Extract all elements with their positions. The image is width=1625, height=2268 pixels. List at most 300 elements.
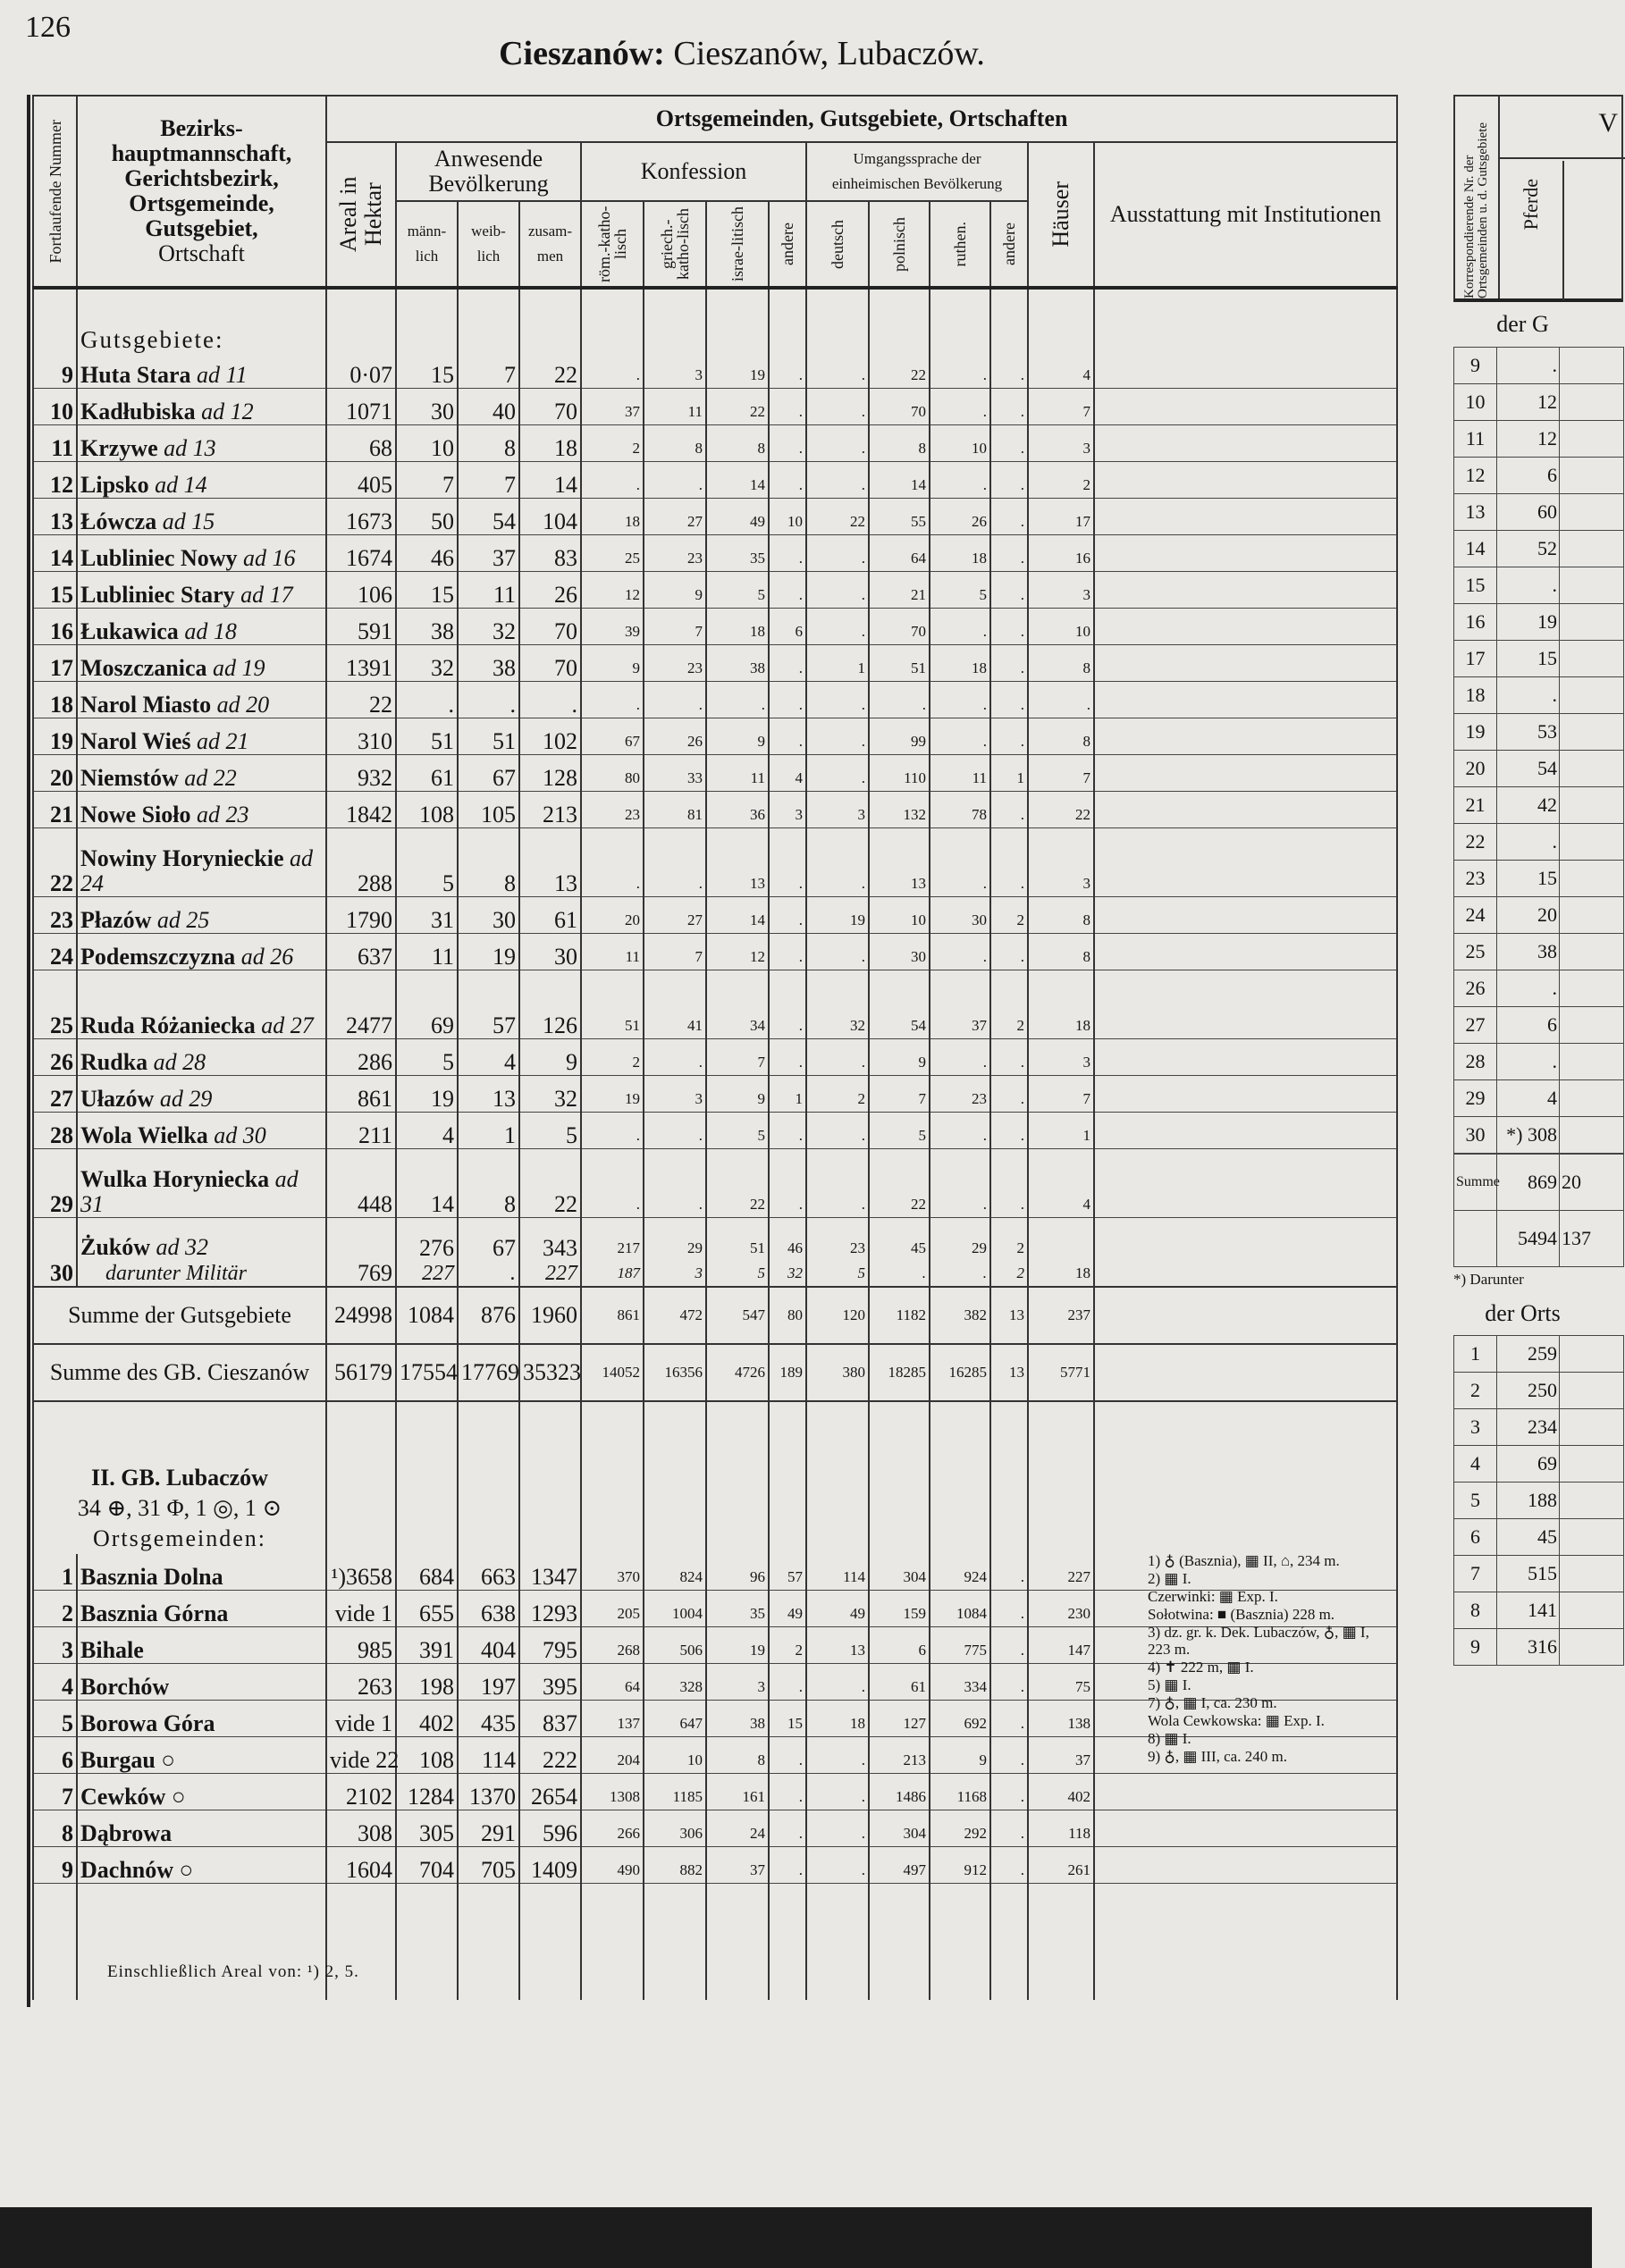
place-name: Żuków	[80, 1234, 151, 1260]
orts-m: 655	[396, 1591, 458, 1627]
orts-nr: 3	[33, 1627, 77, 1664]
orts-is: 35	[706, 1591, 769, 1627]
place-name: Kadłubiska	[80, 399, 196, 424]
guts-m: 32	[396, 645, 458, 682]
guts-ak: 6	[769, 609, 806, 645]
place-name: Narol Wieś	[80, 728, 191, 754]
guts-w: .	[458, 682, 519, 718]
note-line: Wola Cewkowska: ▦ Exp. I.	[1148, 1712, 1325, 1729]
orts-name	[77, 1664, 326, 1701]
fragment-value: 515	[1497, 1556, 1560, 1592]
fragment-top-label: V	[1500, 97, 1625, 159]
fragment-nr: 6	[1454, 1519, 1497, 1556]
guts-w: 54	[458, 499, 519, 535]
sum-gutsgebiete-ru: 382	[930, 1287, 990, 1344]
fragment-value: 250	[1497, 1373, 1560, 1409]
guts-nr: 22	[33, 828, 77, 897]
fragment-nr: 9	[1454, 348, 1497, 384]
orts-de: 114	[806, 1554, 869, 1591]
guts-w: 8	[458, 425, 519, 462]
guts-w: 8	[458, 1149, 519, 1218]
guts-gk: .	[644, 828, 706, 897]
scan-bottom-edge	[0, 2207, 1592, 2268]
ad-reference: ad 29	[159, 1086, 213, 1112]
sum-gutsgebiete-label: Summe der Gutsgebiete	[33, 1287, 326, 1344]
guts-ru: 11	[930, 755, 990, 792]
sum-gutsgebiete-m: 1084	[396, 1287, 458, 1344]
guts-ausstattung	[1094, 572, 1397, 609]
fragment-row	[1454, 1007, 1624, 1044]
orts-ru: 1084	[930, 1591, 990, 1627]
guts-as: 2 2	[990, 1218, 1028, 1288]
guts-hs: 8	[1028, 718, 1094, 755]
note-line: 8) ▦ I.	[1148, 1730, 1191, 1747]
guts-as: .	[990, 828, 1028, 897]
guts-m: .	[396, 682, 458, 718]
table-row	[33, 828, 1397, 897]
guts-ru: 30	[930, 897, 990, 934]
ad-reference: ad 24	[80, 845, 313, 896]
orts-rk: 370	[581, 1554, 644, 1591]
guts-ak: .	[769, 718, 806, 755]
orts-de: .	[806, 1664, 869, 1701]
orts-nr: 7	[33, 1774, 77, 1810]
orts-hs: 227	[1028, 1554, 1094, 1591]
guts-rk: 217 187	[581, 1218, 644, 1288]
guts-w: 38	[458, 645, 519, 682]
guts-po: 51	[869, 645, 930, 682]
fragment-value: 38	[1497, 934, 1560, 970]
place-name: Rudka	[80, 1049, 148, 1075]
guts-m: 69	[396, 970, 458, 1039]
fragment-value: 42	[1497, 787, 1560, 824]
guts-ausstattung	[1094, 1218, 1397, 1288]
guts-nr: 21	[33, 792, 77, 828]
guts-is: 8	[706, 425, 769, 462]
orts-hs: 230	[1028, 1591, 1094, 1627]
fragment-sum2-row	[1454, 1211, 1624, 1267]
fragment-cut	[1560, 934, 1624, 970]
guts-ausstattung	[1094, 609, 1397, 645]
guts-rk: 25	[581, 535, 644, 572]
fragment-cut	[1560, 1556, 1624, 1592]
guts-m: 31	[396, 897, 458, 934]
fragment-value: 234	[1497, 1409, 1560, 1446]
guts-de: .	[806, 389, 869, 425]
guts-po: 55	[869, 499, 930, 535]
guts-gk: .	[644, 1113, 706, 1149]
fragment-value: 15	[1497, 861, 1560, 897]
header-ruthen-text: ruthen.	[951, 221, 969, 267]
ad-reference: ad 21	[197, 728, 249, 754]
fragment-row	[1454, 970, 1624, 1007]
guts-w: 1	[458, 1113, 519, 1149]
table-row	[33, 897, 1397, 934]
guts-nr: 10	[33, 389, 77, 425]
guts-ru: 29 .	[930, 1218, 990, 1288]
guts-de: 22	[806, 499, 869, 535]
fragment-value: 45	[1497, 1519, 1560, 1556]
guts-areal: 591	[326, 609, 396, 645]
guts-m: 276 227	[396, 1218, 458, 1288]
fragment-cut	[1560, 531, 1624, 567]
orts-is: 161	[706, 1774, 769, 1810]
orts-ausstattung	[1094, 1810, 1397, 1847]
fragment-nr: 15	[1454, 567, 1497, 604]
orts-ak: .	[769, 1737, 806, 1774]
fragment-cut	[1560, 1446, 1624, 1483]
orts-ak: .	[769, 1774, 806, 1810]
fragment-s2b: 137	[1560, 1211, 1624, 1267]
darunter-label: darunter Militär	[105, 1262, 248, 1285]
guts-gk: .	[644, 1039, 706, 1076]
orts-z: 795	[519, 1627, 581, 1664]
orts-ausstattung	[1094, 1774, 1397, 1810]
orts-de: .	[806, 1774, 869, 1810]
guts-de: .	[806, 609, 869, 645]
orts-po: 159	[869, 1591, 930, 1627]
header-polnisch-text: polnisch	[890, 216, 908, 272]
guts-name	[77, 389, 326, 425]
guts-m: 4	[396, 1113, 458, 1149]
header-ortsgemeinden-text: Ortsgemeinden, Gutsgebiete, Ortschaften	[655, 105, 1068, 131]
guts-gk: .	[644, 462, 706, 499]
fragment-row	[1454, 567, 1624, 604]
orts-is: 8	[706, 1737, 769, 1774]
fragment-row	[1454, 934, 1624, 970]
guts-gk: 7	[644, 609, 706, 645]
orts-w: 663	[458, 1554, 519, 1591]
orts-hs: 75	[1028, 1664, 1094, 1701]
guts-po: 13	[869, 828, 930, 897]
fragment-value: 141	[1497, 1592, 1560, 1629]
gb-lubaczow-heading	[33, 1401, 326, 1554]
orts-as: .	[990, 1701, 1028, 1737]
sum-gb-areal: 56179	[326, 1344, 396, 1401]
fragment-cut	[1560, 421, 1624, 458]
guts-nr: 16	[33, 609, 77, 645]
table-row	[33, 755, 1397, 792]
note-line: Czerwinki: ▦ Exp. I.	[1148, 1588, 1278, 1605]
fragment-row	[1454, 494, 1624, 531]
ad-reference: ad 30	[214, 1122, 266, 1148]
orts-ru: 9	[930, 1737, 990, 1774]
orts-z: 1347	[519, 1554, 581, 1591]
guts-gk: 81	[644, 792, 706, 828]
guts-areal: 68	[326, 425, 396, 462]
orts-ru: 912	[930, 1847, 990, 1884]
place-name: Lubliniec Nowy	[80, 545, 238, 571]
orts-m: 108	[396, 1737, 458, 1774]
guts-gk: 23	[644, 535, 706, 572]
fragment-value: 69	[1497, 1446, 1560, 1483]
guts-nr: 30	[33, 1218, 77, 1288]
guts-m: 7	[396, 462, 458, 499]
sum-gb-gk: 16356	[644, 1344, 706, 1401]
guts-gk: 11	[644, 389, 706, 425]
table-row	[33, 792, 1397, 828]
guts-nr: 12	[33, 462, 77, 499]
guts-hs: 16	[1028, 535, 1094, 572]
orts-as: .	[990, 1810, 1028, 1847]
guts-hs: 4	[1028, 1149, 1094, 1218]
guts-hs: 22	[1028, 792, 1094, 828]
orts-ak: 57	[769, 1554, 806, 1591]
guts-as: .	[990, 462, 1028, 499]
guts-z: 83	[519, 535, 581, 572]
fragment-value: 15	[1497, 641, 1560, 677]
orts-po: 304	[869, 1810, 930, 1847]
fragment-table-guts	[1453, 347, 1624, 1154]
guts-de: 2	[806, 1076, 869, 1113]
guts-gk: 7	[644, 934, 706, 970]
guts-nr: 14	[33, 535, 77, 572]
guts-ru: 18	[930, 645, 990, 682]
orts-w: 638	[458, 1591, 519, 1627]
ad-reference: ad 12	[201, 399, 254, 424]
guts-areal: 1673	[326, 499, 396, 535]
sum-gb-ak: 189	[769, 1344, 806, 1401]
fragment-value: .	[1497, 970, 1560, 1007]
header-israel	[706, 201, 769, 288]
fragment-nr: 25	[1454, 934, 1497, 970]
table-row	[33, 389, 1397, 425]
guts-as: .	[990, 572, 1028, 609]
fragment-cut	[1560, 567, 1624, 604]
guts-is: 51 5	[706, 1218, 769, 1288]
place-name: Cewków ○	[80, 1784, 186, 1810]
place-name: Nowe Sioło	[80, 802, 191, 827]
sum-gb-hs: 5771	[1028, 1344, 1094, 1401]
guts-m: 46	[396, 535, 458, 572]
fragment-nr: 7	[1454, 1556, 1497, 1592]
header-maennlich: männ-lich	[396, 201, 458, 288]
guts-ru: .	[930, 1149, 990, 1218]
guts-ru: 78	[930, 792, 990, 828]
guts-ak: .	[769, 352, 806, 389]
guts-gk: 9	[644, 572, 706, 609]
guts-m: 38	[396, 609, 458, 645]
guts-po: 30	[869, 934, 930, 970]
fragment-row	[1454, 1483, 1624, 1519]
guts-name	[77, 897, 326, 934]
note-line: Sołotwina: ■ (Basznia) 228 m.	[1148, 1606, 1335, 1623]
fragment-cut	[1560, 714, 1624, 751]
guts-po: 5	[869, 1113, 930, 1149]
fragment-cut	[1560, 787, 1624, 824]
guts-ak: .	[769, 828, 806, 897]
orts-areal: 263	[326, 1664, 396, 1701]
guts-is: 14	[706, 897, 769, 934]
fragment-s1b: 20	[1560, 1155, 1624, 1211]
ad-reference: ad 31	[80, 1166, 299, 1217]
guts-name	[77, 1039, 326, 1076]
guts-ru: 18	[930, 535, 990, 572]
guts-po: 21	[869, 572, 930, 609]
fragment-cut	[1560, 897, 1624, 934]
guts-is: 22	[706, 1149, 769, 1218]
guts-ausstattung	[1094, 682, 1397, 718]
orts-gk: 306	[644, 1810, 706, 1847]
guts-z: 128	[519, 755, 581, 792]
guts-areal: 932	[326, 755, 396, 792]
guts-de: .	[806, 1039, 869, 1076]
guts-hs: 10	[1028, 609, 1094, 645]
guts-as: .	[990, 1113, 1028, 1149]
guts-is: 11	[706, 755, 769, 792]
orts-nr: 8	[33, 1810, 77, 1847]
guts-hs: 7	[1028, 755, 1094, 792]
guts-ak: 1	[769, 1076, 806, 1113]
orts-nr: 2	[33, 1591, 77, 1627]
guts-po: 110	[869, 755, 930, 792]
header-weiblich: weib-lich	[458, 201, 519, 288]
guts-ak: .	[769, 1113, 806, 1149]
orts-m: 402	[396, 1701, 458, 1737]
guts-ausstattung	[1094, 352, 1397, 389]
place-name: Wulka Horyniecka	[80, 1166, 270, 1192]
orts-ru: 334	[930, 1664, 990, 1701]
fragment-row	[1454, 677, 1624, 714]
guts-as: .	[990, 1149, 1028, 1218]
orts-name	[77, 1701, 326, 1737]
ad-reference: ad 20	[216, 692, 270, 718]
guts-is: 49	[706, 499, 769, 535]
guts-name	[77, 755, 326, 792]
table-end-row	[33, 1884, 1397, 2001]
orts-de: .	[806, 1737, 869, 1774]
fragment-value: 259	[1497, 1336, 1560, 1373]
guts-nr: 28	[33, 1113, 77, 1149]
guts-areal: 211	[326, 1113, 396, 1149]
guts-rk: 11	[581, 934, 644, 970]
place-name: Borchów	[80, 1674, 170, 1700]
place-name: Łukawica	[80, 618, 179, 644]
fragment-row	[1454, 1117, 1624, 1154]
gb-lubaczow-sub: Ortsgemeinden:	[92, 1525, 267, 1551]
orts-gk: 1185	[644, 1774, 706, 1810]
fragment-row	[1454, 861, 1624, 897]
guts-ru: 5	[930, 572, 990, 609]
orts-po: 304	[869, 1554, 930, 1591]
guts-m: 15	[396, 352, 458, 389]
guts-name	[77, 572, 326, 609]
fragment-gutsgebiete-label: der G	[1496, 311, 1549, 337]
guts-z: 13	[519, 828, 581, 897]
place-name: Podemszczyzna	[80, 944, 236, 970]
fragment-cut	[1560, 1373, 1624, 1409]
fragment-value: .	[1497, 1044, 1560, 1080]
orts-ak: .	[769, 1847, 806, 1884]
header-bezirk	[77, 96, 326, 288]
orts-rk: 137	[581, 1701, 644, 1737]
ad-reference: ad 23	[197, 802, 249, 827]
guts-ak: 10	[769, 499, 806, 535]
orts-is: 96	[706, 1554, 769, 1591]
guts-po: 70	[869, 389, 930, 425]
fragment-row	[1454, 604, 1624, 641]
guts-ru: .	[930, 609, 990, 645]
guts-ak: .	[769, 425, 806, 462]
guts-w: 4	[458, 1039, 519, 1076]
guts-ru: .	[930, 389, 990, 425]
guts-nr: 20	[33, 755, 77, 792]
orts-gk: 1004	[644, 1591, 706, 1627]
guts-is: 19	[706, 352, 769, 389]
guts-rk: 18	[581, 499, 644, 535]
institution-notes	[1148, 1552, 1380, 1766]
guts-as: .	[990, 535, 1028, 572]
guts-m: 11	[396, 934, 458, 970]
guts-nr: 19	[33, 718, 77, 755]
fragment-nr: 5	[1454, 1483, 1497, 1519]
fragment-row	[1454, 1044, 1624, 1080]
section-gutsgebiete: Gutsgebiete:	[77, 288, 326, 352]
page-number: 126	[25, 11, 71, 44]
fragment-sum-row	[1454, 1155, 1624, 1211]
guts-de: .	[806, 755, 869, 792]
fragment-value: .	[1497, 677, 1560, 714]
orts-nr: 6	[33, 1737, 77, 1774]
orts-w: 705	[458, 1847, 519, 1884]
place-name: Płazów	[80, 907, 152, 933]
fragment-nr: 1	[1454, 1336, 1497, 1373]
header-roem	[581, 201, 644, 288]
fragment-col-pferde: Pferde	[1520, 179, 1542, 231]
guts-ak: 4	[769, 755, 806, 792]
ad-reference: ad 18	[184, 618, 237, 644]
fragment-row	[1454, 1373, 1624, 1409]
guts-z: 102	[519, 718, 581, 755]
place-name: Łówcza	[80, 508, 157, 534]
guts-z: 5	[519, 1113, 581, 1149]
header-zusammen: zusam-men	[519, 201, 581, 288]
guts-po: 22	[869, 352, 930, 389]
guts-z: 26	[519, 572, 581, 609]
guts-ausstattung	[1094, 828, 1397, 897]
fragment-row	[1454, 824, 1624, 861]
guts-z: 32	[519, 1076, 581, 1113]
orts-name	[77, 1627, 326, 1664]
place-name: Dąbrowa	[80, 1820, 173, 1846]
guts-hs: 8	[1028, 897, 1094, 934]
place-name: Basznia Górna	[80, 1600, 229, 1626]
guts-gk: 8	[644, 425, 706, 462]
orts-is: 37	[706, 1847, 769, 1884]
guts-as: 1	[990, 755, 1028, 792]
guts-ausstattung	[1094, 1113, 1397, 1149]
fragment-nr: 9	[1454, 1629, 1497, 1666]
fragment-nr: 29	[1454, 1080, 1497, 1117]
guts-rk: 23	[581, 792, 644, 828]
guts-areal: 861	[326, 1076, 396, 1113]
sum-gutsgebiete-z: 1960	[519, 1287, 581, 1344]
sum-gb-w: 17769	[458, 1344, 519, 1401]
fragment-value: 60	[1497, 494, 1560, 531]
place-name: Narol Miasto	[80, 692, 212, 718]
header-haeuser	[1028, 142, 1094, 288]
table-row	[33, 572, 1397, 609]
guts-z: 22	[519, 352, 581, 389]
orts-rk: 268	[581, 1627, 644, 1664]
orts-gk: 506	[644, 1627, 706, 1664]
fragment-row	[1454, 1336, 1624, 1373]
guts-rk: 9	[581, 645, 644, 682]
guts-nr: 15	[33, 572, 77, 609]
guts-ru: .	[930, 352, 990, 389]
sum-gutsgebiete-de: 120	[806, 1287, 869, 1344]
note-line: 4) ✝ 222 m, ▦ I.	[1148, 1659, 1254, 1676]
